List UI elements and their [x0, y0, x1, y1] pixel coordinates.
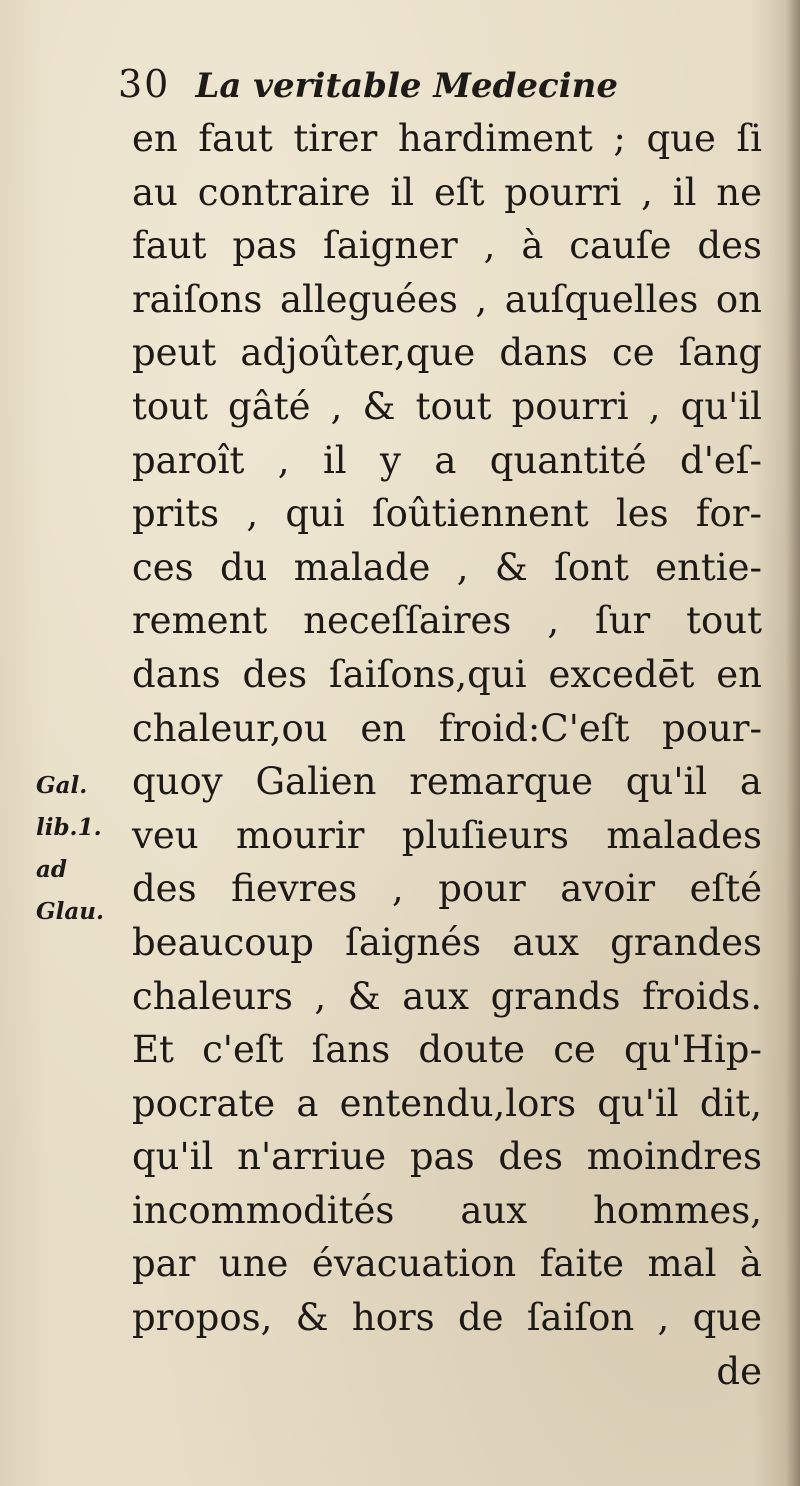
- running-title: La veritable Medecine: [195, 66, 618, 106]
- text-line: tout gâté , & tout pourri , qu'il: [132, 384, 762, 428]
- text-line: raiſons alleguées , auſquelles on: [132, 277, 762, 321]
- text-line: prits , qui ſoûtiennent les for-: [132, 492, 762, 536]
- text-line: dans des ſaiſons,qui excedēt en: [132, 652, 762, 696]
- text-line: paroît , il y a quantité d'eſ-: [132, 438, 762, 482]
- catchword: de: [716, 1349, 762, 1393]
- text-line: quoy Galien remarque qu'il a: [132, 760, 762, 804]
- text-line: incommodités aux hommes,: [132, 1188, 762, 1232]
- text-line: qu'il n'arriue pas des moindres: [132, 1135, 762, 1179]
- margin-note-line: ad: [36, 856, 67, 883]
- text-line: propos, & hors de ſaiſon , que: [132, 1296, 762, 1340]
- marginal-citation: [36, 765, 104, 933]
- text-line: des fievres , pour avoir eſté: [132, 867, 762, 911]
- text-line: rement neceſſaires , ſur tout: [132, 599, 762, 643]
- page-number: 30: [118, 62, 171, 106]
- text-line: faut pas ſaigner , à cauſe des: [132, 224, 762, 268]
- margin-note-line: lib.1.: [36, 814, 102, 841]
- text-line: en faut tirer hardiment ; que ſi: [132, 117, 762, 160]
- running-head: [118, 62, 618, 106]
- text-line: beaucoup ſaignés aux grandes: [132, 920, 762, 964]
- text-line: au contraire il eſt pourri , il ne: [132, 170, 762, 214]
- page-edge-shadow: [786, 0, 800, 1486]
- text-line: veu mourir pluſieurs malades: [132, 813, 762, 857]
- text-line: Et c'eſt ſans doute ce qu'Hip-: [132, 1028, 762, 1072]
- margin-note-line: Glau.: [36, 898, 105, 925]
- margin-note-line: Gal.: [36, 772, 88, 799]
- body-text: [132, 112, 762, 1398]
- text-line: par une évacuation faite mal à: [132, 1242, 762, 1286]
- text-line: chaleur,ou en froid:C'eſt pour-: [132, 706, 762, 750]
- text-line: ces du malade , & ſont entie-: [132, 545, 762, 589]
- text-line: peut adjoûter,que dans ce ſang: [132, 331, 762, 375]
- text-line: chaleurs , & aux grands froids.: [132, 974, 762, 1018]
- text-line: pocrate a entendu,lors qu'il dit,: [132, 1081, 762, 1125]
